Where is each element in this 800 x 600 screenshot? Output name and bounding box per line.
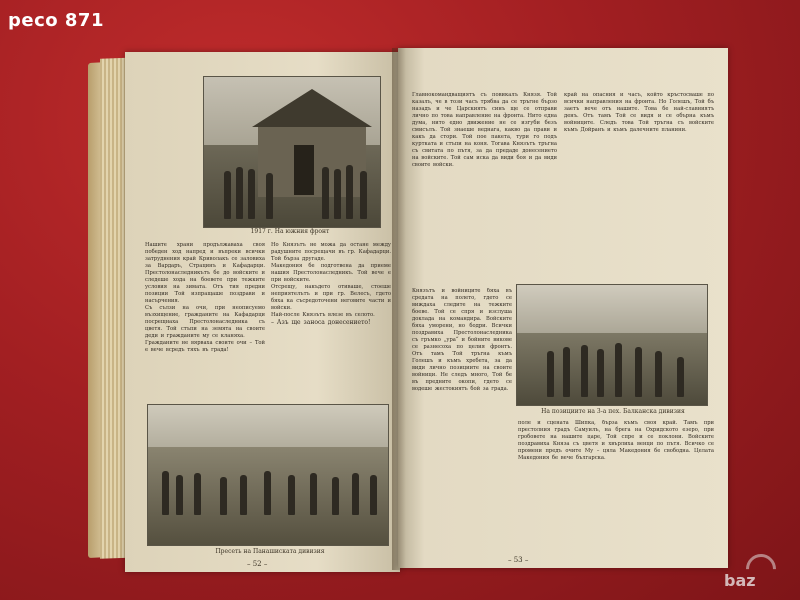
left-page-number: – 52 – — [247, 560, 268, 568]
right-col1-lower-text: Князътъ и войниците бяха въ средата на полето, гдето се виждаха следите на тежките боеве. Той се спря и изслуша доклада на командира. Войските бяха уморени, но бодри. Всички поздравиха Престолонаследника съ гръмко „ура“ и бойните викове се разнесоха по целия фронтъ. Отъ тамъ Той тръгна къмъ Голешъ и къмъ хребета, за да види лично позициите на своите войници. Не следъ много, Той бе въ предните окопи, гдето се водеше жестокиятъ бой за града. — [412, 288, 512, 392]
photo-top-caption: 1917 г. На южния фронт — [250, 228, 330, 235]
book-gutter-shadow — [392, 48, 406, 570]
left-para-3: Гражданите не вярваха своите очи – Той е вече всредъ тяхъ въ града! — [145, 340, 265, 353]
photo-soldiers-line — [147, 404, 389, 546]
hut-roof — [252, 89, 372, 127]
hut-door — [294, 145, 314, 195]
left-col-text — [145, 242, 265, 412]
right-page-number: – 53 – — [508, 556, 529, 564]
photo-hut — [203, 76, 381, 228]
right-col2-text: край на опасния и часъ, който кръстосваше по всички направления на фронта. Но Голешъ, Той бъ заетъ вече отъ нашите. Това бе най-славниятъ денъ. Отъ тамъ Той се видя и се обърна къмъ войниците. Следъ това Той тръгна съ войските къмъ Дойранъ и къмъ далечните планини. — [564, 92, 714, 133]
left-para-2: Съ сълзи на очи, при неописуемо възхищение, гражданите на Кафадарци посрещнаха Престолонаследника съ цветя. Той стъпи на земята на своите деди и гражданите му се кланяха. — [145, 305, 265, 339]
left-col2-text: Но Князътъ не можа да остане между радушните посрещачи въ гр. Кафадарци. Той бърза другаде. Македония бе подготвена да приеме нашия Престолонаследникъ. Той вече е при войските. Отсрещу, накъдето отиваше, стоеше неприятелътъ и при гр. Велесъ, гдето бяха ка съсредоточени неговите части и войски. Най-после Князътъ влезе въ селото. – Азъ ще заноса донесението! — [271, 242, 391, 326]
right-page — [398, 48, 728, 568]
left-para-1: Нашите храни продължаваха своя победен ход напред и въпреки всички затруднения край Криволакъ се заловиха за Вардаръ, Страцинъ и Кафадарци. Престолонаследникътъ бе до войските и следеше хода на боевете при тежките условия на зимата. Отъ тия предни позиции Той изпращаше поздрави и насърчения. — [145, 242, 265, 304]
left-page — [125, 52, 400, 572]
photo-bottom-caption: Пресеть на Панашиската дивизия — [215, 548, 325, 555]
photo-officers-caption: На позициите на 3-а пех. Балканска дивизия — [541, 408, 685, 415]
watermark-text: peco 871 — [8, 10, 104, 31]
baz-logo: baz — [720, 558, 790, 592]
right-col1-text: Главнокомандващиятъ съ повикалъ Князя. Той казалъ, че в този часъ трябва да се тръгне бързо назадъ и че Царскиятъ синъ ще се отправи лично по това направление на фронта. Нито една дума, нито едно движение не се изгуби безъ смисълъ. Той знаеше веднага, какво да прави и какъ да стори. Той пое пакета, тури го подъ куртката и стъпи на коня. Тогава Князътъ тръгна съ свитата по пътя, за да предаде донесението на войските. Той сам иска да види боя и да види своите войски. — [412, 92, 557, 168]
photo-officers — [516, 284, 708, 406]
right-col2-lower-text: поле и сцената Шипка, бърза къмъ своя край. Тамъ при престолния градъ Самуилъ, на брега на Охридското езеро, при гробовете на нашите царе, Той спре и се поклони. Войските поздравиха Княза съ цветя и хвърлиха венци по пътя. Всичко се промени предъ очите Му – цяла Македония бе свободна. Целата Македония бе вече българска. — [518, 420, 714, 461]
